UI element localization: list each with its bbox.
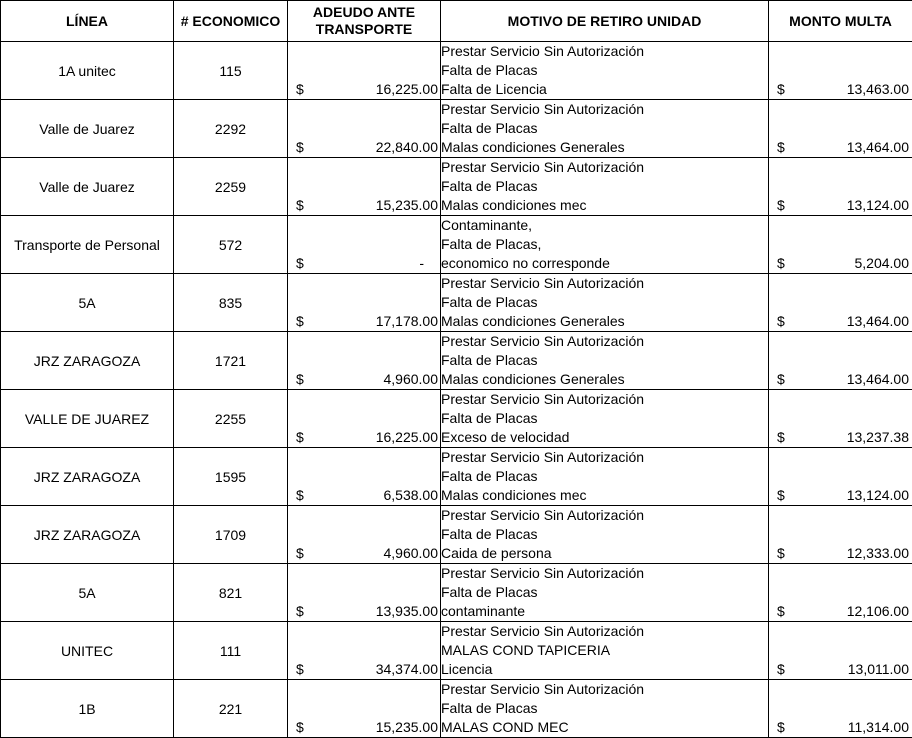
economico-cell: 111 xyxy=(174,622,288,680)
currency-symbol: $ xyxy=(296,312,304,331)
motivo-line: Falta de Placas xyxy=(441,699,768,718)
motivo-cell xyxy=(441,332,769,390)
adeudo-cell xyxy=(288,42,441,100)
motivo-cell xyxy=(441,274,769,332)
motivo-line: Prestar Servicio Sin Autorización xyxy=(441,100,768,119)
currency-symbol: $ xyxy=(777,254,785,273)
currency-symbol: $ xyxy=(296,544,304,563)
table-body xyxy=(1,42,912,738)
adeudo-amount: - xyxy=(419,254,438,273)
economico-cell: 1709 xyxy=(174,506,288,564)
motivo-line: Falta de Licencia xyxy=(441,80,768,99)
motivo-cell xyxy=(441,42,769,100)
header-adeudo-line1: ADEUDO ANTE xyxy=(288,4,440,21)
adeudo-amount: 4,960.00 xyxy=(384,544,439,563)
motivo-cell xyxy=(441,448,769,506)
motivo-cell xyxy=(441,622,769,680)
adeudo-cell xyxy=(288,100,441,158)
monto-cell xyxy=(769,42,912,100)
motivo-line: Prestar Servicio Sin Autorización xyxy=(441,564,768,583)
currency-symbol: $ xyxy=(296,80,304,99)
motivo-line: Falta de Placas xyxy=(441,409,768,428)
motivo-line: Malas condiciones mec xyxy=(441,486,768,505)
currency-symbol: $ xyxy=(777,312,785,331)
currency-symbol: $ xyxy=(777,544,785,563)
currency-symbol: $ xyxy=(296,196,304,215)
motivo-line: MALAS COND MEC xyxy=(441,718,768,737)
monto-amount: 13,124.00 xyxy=(847,486,909,505)
adeudo-amount: 16,225.00 xyxy=(376,80,438,99)
table-row xyxy=(1,100,912,158)
monto-cell xyxy=(769,622,912,680)
motivo-line: Malas condiciones Generales xyxy=(441,370,768,389)
adeudo-cell xyxy=(288,216,441,274)
motivo-cell xyxy=(441,564,769,622)
monto-amount: 12,333.00 xyxy=(847,544,909,563)
header-motivo: MOTIVO DE RETIRO UNIDAD xyxy=(441,1,769,42)
linea-cell: JRZ ZARAGOZA xyxy=(1,332,174,390)
motivo-line: Prestar Servicio Sin Autorización xyxy=(441,680,768,699)
economico-cell: 835 xyxy=(174,274,288,332)
monto-amount: 13,464.00 xyxy=(847,312,909,331)
linea-cell: Transporte de Personal xyxy=(1,216,174,274)
adeudo-amount: 6,538.00 xyxy=(384,486,439,505)
motivo-cell xyxy=(441,680,769,738)
adeudo-amount: 15,235.00 xyxy=(376,196,438,215)
motivo-line: Prestar Servicio Sin Autorización xyxy=(441,448,768,467)
monto-amount: 13,124.00 xyxy=(847,196,909,215)
currency-symbol: $ xyxy=(296,486,304,505)
monto-cell xyxy=(769,680,912,738)
header-monto: MONTO MULTA xyxy=(769,1,912,42)
economico-cell: 221 xyxy=(174,680,288,738)
currency-symbol: $ xyxy=(777,718,785,737)
economico-cell: 1721 xyxy=(174,332,288,390)
header-linea: LÍNEA xyxy=(1,1,174,42)
economico-cell: 821 xyxy=(174,564,288,622)
table-row xyxy=(1,158,912,216)
economico-cell: 2255 xyxy=(174,390,288,448)
adeudo-amount: 16,225.00 xyxy=(376,428,438,447)
header-row xyxy=(1,1,912,42)
monto-cell xyxy=(769,100,912,158)
motivo-line: Malas condiciones Generales xyxy=(441,138,768,157)
motivo-cell xyxy=(441,390,769,448)
currency-symbol: $ xyxy=(296,718,304,737)
table-row xyxy=(1,216,912,274)
motivo-line: Falta de Placas xyxy=(441,61,768,80)
adeudo-cell xyxy=(288,506,441,564)
adeudo-amount: 13,935.00 xyxy=(376,602,438,621)
motivo-line: Prestar Servicio Sin Autorización xyxy=(441,158,768,177)
currency-symbol: $ xyxy=(777,196,785,215)
linea-cell: Valle de Juarez xyxy=(1,100,174,158)
table-row xyxy=(1,332,912,390)
header-adeudo-line2: TRANSPORTE xyxy=(288,21,440,38)
table-row xyxy=(1,274,912,332)
adeudo-amount: 4,960.00 xyxy=(384,370,439,389)
monto-cell xyxy=(769,216,912,274)
monto-amount: 13,464.00 xyxy=(847,138,909,157)
economico-cell: 2292 xyxy=(174,100,288,158)
linea-cell: 5A xyxy=(1,274,174,332)
adeudo-cell xyxy=(288,390,441,448)
adeudo-cell xyxy=(288,448,441,506)
economico-cell: 1595 xyxy=(174,448,288,506)
currency-symbol: $ xyxy=(296,660,304,679)
monto-amount: 11,314.00 xyxy=(848,718,909,737)
monto-cell xyxy=(769,506,912,564)
adeudo-cell xyxy=(288,332,441,390)
motivo-line: Licencia xyxy=(441,660,768,679)
linea-cell: 1B xyxy=(1,680,174,738)
table-row xyxy=(1,564,912,622)
table-row xyxy=(1,506,912,564)
adeudo-cell xyxy=(288,680,441,738)
motivo-cell xyxy=(441,216,769,274)
monto-cell xyxy=(769,448,912,506)
motivo-line: Caida de persona xyxy=(441,544,768,563)
motivo-line: Prestar Servicio Sin Autorización xyxy=(441,506,768,525)
currency-symbol: $ xyxy=(777,138,785,157)
motivo-line: contaminante xyxy=(441,602,768,621)
motivo-cell xyxy=(441,100,769,158)
adeudo-amount: 17,178.00 xyxy=(376,312,438,331)
monto-amount: 13,464.00 xyxy=(847,370,909,389)
linea-cell: 1A unitec xyxy=(1,42,174,100)
motivo-line: Prestar Servicio Sin Autorización xyxy=(441,622,768,641)
motivo-line: Falta de Placas xyxy=(441,177,768,196)
linea-cell: UNITEC xyxy=(1,622,174,680)
motivo-cell xyxy=(441,506,769,564)
motivo-line: Prestar Servicio Sin Autorización xyxy=(441,390,768,409)
currency-symbol: $ xyxy=(296,370,304,389)
adeudo-amount: 34,374.00 xyxy=(376,660,438,679)
currency-symbol: $ xyxy=(296,138,304,157)
motivo-line: Prestar Servicio Sin Autorización xyxy=(441,42,768,61)
monto-cell xyxy=(769,564,912,622)
monto-cell xyxy=(769,158,912,216)
linea-cell: Valle de Juarez xyxy=(1,158,174,216)
currency-symbol: $ xyxy=(777,602,785,621)
economico-cell: 2259 xyxy=(174,158,288,216)
motivo-line: Prestar Servicio Sin Autorización xyxy=(441,332,768,351)
motivo-line: Contaminante, xyxy=(441,216,768,235)
motivo-line: Falta de Placas xyxy=(441,351,768,370)
adeudo-cell xyxy=(288,158,441,216)
adeudo-cell xyxy=(288,622,441,680)
monto-cell xyxy=(769,332,912,390)
economico-cell: 572 xyxy=(174,216,288,274)
table-row xyxy=(1,448,912,506)
motivo-line: Malas condiciones Generales xyxy=(441,312,768,331)
motivo-line: Exceso de velocidad xyxy=(441,428,768,447)
header-economico: # ECONOMICO xyxy=(174,1,288,42)
linea-cell: VALLE DE JUAREZ xyxy=(1,390,174,448)
motivo-line: Malas condiciones mec xyxy=(441,196,768,215)
monto-amount: 12,106.00 xyxy=(847,602,909,621)
currency-symbol: $ xyxy=(777,428,785,447)
monto-amount: 13,237.38 xyxy=(847,428,909,447)
currency-symbol: $ xyxy=(777,486,785,505)
motivo-line: Falta de Placas xyxy=(441,293,768,312)
monto-cell xyxy=(769,274,912,332)
motivo-line: economico no corresponde xyxy=(441,254,768,273)
motivo-cell xyxy=(441,158,769,216)
currency-symbol: $ xyxy=(296,254,304,273)
table-row xyxy=(1,390,912,448)
adeudo-amount: 22,840.00 xyxy=(376,138,438,157)
motivo-line: MALAS COND TAPICERIA xyxy=(441,641,768,660)
monto-amount: 5,204.00 xyxy=(855,254,910,273)
economico-cell: 115 xyxy=(174,42,288,100)
currency-symbol: $ xyxy=(777,80,785,99)
currency-symbol: $ xyxy=(777,660,785,679)
monto-cell xyxy=(769,390,912,448)
adeudo-amount: 15,235.00 xyxy=(376,718,438,737)
currency-symbol: $ xyxy=(296,428,304,447)
motivo-line: Falta de Placas, xyxy=(441,235,768,254)
adeudo-cell xyxy=(288,564,441,622)
table-row xyxy=(1,42,912,100)
motivo-line: Falta de Placas xyxy=(441,583,768,602)
motivo-line: Falta de Placas xyxy=(441,467,768,486)
monto-amount: 13,463.00 xyxy=(847,80,909,99)
currency-symbol: $ xyxy=(777,370,785,389)
motivo-line: Falta de Placas xyxy=(441,119,768,138)
table-row xyxy=(1,622,912,680)
linea-cell: 5A xyxy=(1,564,174,622)
linea-cell: JRZ ZARAGOZA xyxy=(1,506,174,564)
linea-cell: JRZ ZARAGOZA xyxy=(1,448,174,506)
table-row xyxy=(1,680,912,738)
monto-amount: 13,011.00 xyxy=(848,660,909,679)
adeudo-cell xyxy=(288,274,441,332)
header-adeudo xyxy=(288,1,441,42)
motivo-line: Falta de Placas xyxy=(441,525,768,544)
currency-symbol: $ xyxy=(296,602,304,621)
motivo-line: Prestar Servicio Sin Autorización xyxy=(441,274,768,293)
